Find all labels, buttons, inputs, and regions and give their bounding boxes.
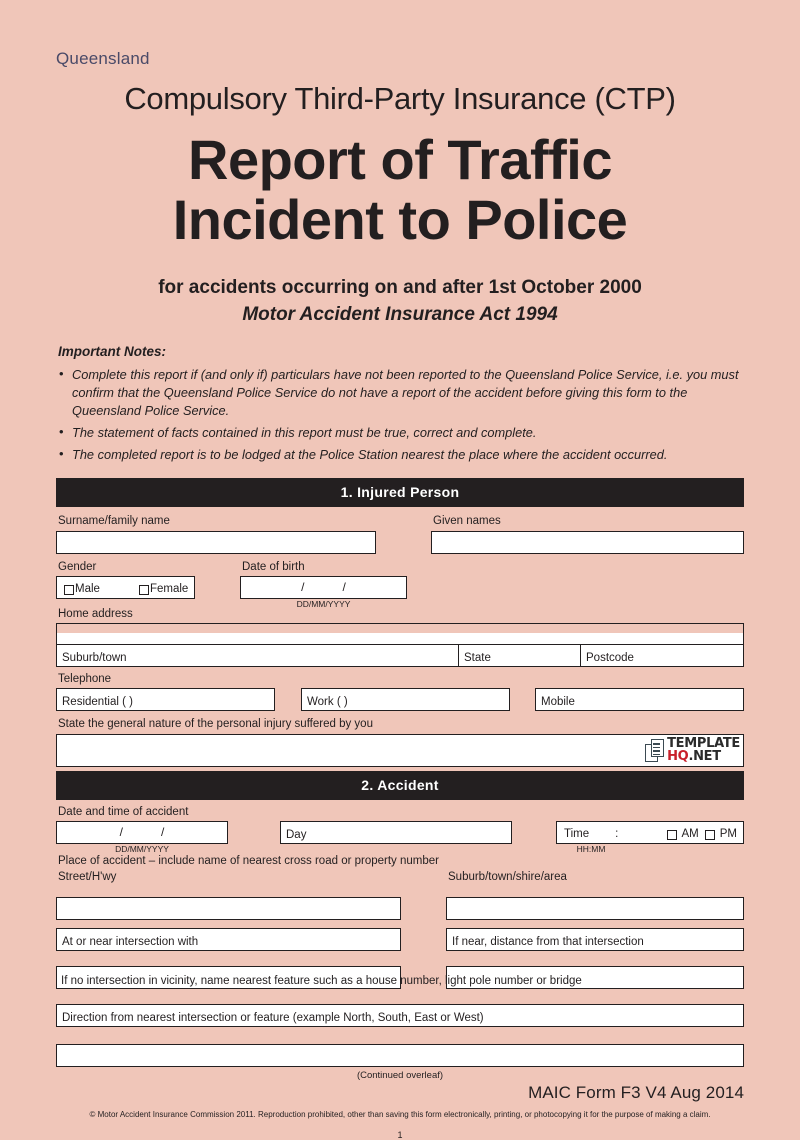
page-number: 1 xyxy=(397,1130,403,1140)
copyright-notice: © Motor Accident Insurance Commission 2011. Reproduction prohibited, other than saving this form electronically, printing, or photocopying it for the purpose of making a claim. xyxy=(89,1110,711,1120)
gender-option-female[interactable] xyxy=(139,584,188,596)
nearest-feature-label: If no intersection in vicinity, name nearest feature such as a house number, light pole number or bridge xyxy=(61,975,582,988)
note-item: • The completed report is to be lodged at the Police Station nearest the place where the accident occurred. xyxy=(58,446,744,464)
date-separators: // xyxy=(301,580,384,595)
intersection-label: At or near intersection with xyxy=(62,935,199,948)
page-title xyxy=(56,130,744,251)
mobile-phone-label: Mobile xyxy=(541,695,575,708)
gender-female-label: Female xyxy=(149,582,189,595)
postcode-label: Postcode xyxy=(586,652,634,665)
suburb-field[interactable] xyxy=(57,645,458,666)
state-label: State xyxy=(464,652,491,665)
accident-time-label: Time xyxy=(564,828,590,841)
state-label: Queensland xyxy=(56,49,150,68)
direction-label: Direction from nearest intersection or feature (example North, South, East or West) xyxy=(62,1011,484,1024)
scheme-title: Compulsory Third-Party Insurance (CTP) xyxy=(124,81,676,116)
dob-format-hint: DD/MM/YYYY xyxy=(296,599,351,610)
dob-field[interactable] xyxy=(240,576,407,599)
gender-label: Gender xyxy=(58,560,97,573)
checkbox-icon[interactable] xyxy=(64,585,74,595)
direction-field[interactable] xyxy=(56,1004,744,1027)
surname-field[interactable] xyxy=(56,531,376,554)
am-option[interactable] xyxy=(667,828,699,840)
surname-label: Surname/family name xyxy=(58,515,170,528)
section-header-accident: 2. Accident xyxy=(56,771,744,800)
watermark-hq: HQ xyxy=(667,748,689,764)
accident-day-field[interactable] xyxy=(280,821,512,844)
checkbox-icon[interactable] xyxy=(139,585,149,595)
residential-phone-field[interactable] xyxy=(56,688,275,711)
mobile-phone-field[interactable] xyxy=(535,688,744,711)
document-stack-icon xyxy=(645,739,664,762)
accident-day-label: Day xyxy=(286,828,307,841)
distance-label: If near, distance from that intersection xyxy=(452,935,644,948)
work-phone-label: Work ( ) xyxy=(307,695,348,708)
injury-nature-field[interactable] xyxy=(56,734,744,767)
important-notes-list xyxy=(58,366,744,465)
note-item: • Complete this report if (and only if) particulars have not been reported to the Queensland Police Service, i.e. you must confirm that the Queensland Police Service do not have a report of the accident before giving this form to the Queensland Police Service. xyxy=(58,366,744,420)
watermark-net: .NET xyxy=(688,748,721,764)
date-separators: // xyxy=(119,825,203,840)
accident-time-field[interactable] xyxy=(556,821,744,844)
work-phone-field[interactable] xyxy=(301,688,510,711)
home-address-group xyxy=(56,623,744,667)
telephone-label: Telephone xyxy=(58,673,112,686)
pm-option[interactable] xyxy=(705,828,737,840)
home-address-label: Home address xyxy=(58,607,133,620)
suburb-label: Suburb/town xyxy=(62,652,127,665)
accident-time-format-hint: HH:MM xyxy=(576,844,606,855)
accident-time-colon: : xyxy=(615,828,619,841)
templatehq-watermark xyxy=(645,738,740,764)
gender-group xyxy=(56,576,195,599)
gender-option-male[interactable] xyxy=(64,584,100,596)
given-names-field[interactable] xyxy=(431,531,744,554)
suburb-area-field[interactable] xyxy=(446,897,744,920)
dob-label: Date of birth xyxy=(242,560,305,573)
residential-phone-label: Residential ( ) xyxy=(62,695,133,708)
important-notes-heading: Important Notes: xyxy=(58,343,166,359)
watermark-line1: TEMPLATE xyxy=(667,736,740,752)
watermark-text xyxy=(667,738,740,763)
postcode-field[interactable] xyxy=(580,645,743,666)
page-title-line2: Incident to Police xyxy=(172,188,628,252)
state-field[interactable] xyxy=(458,645,580,666)
street-field[interactable] xyxy=(56,897,401,920)
suburb-area-label: Suburb/town/shire/area xyxy=(448,871,567,884)
section-header-injured-person: 1. Injured Person xyxy=(56,478,744,507)
distance-field[interactable] xyxy=(446,928,744,951)
watermark-line2 xyxy=(667,748,740,764)
street-label: Street/H'wy xyxy=(58,871,117,884)
am-label: AM xyxy=(681,828,699,841)
form-identifier: MAIC Form F3 V4 Aug 2014 xyxy=(528,1083,744,1103)
extra-detail-field[interactable] xyxy=(56,1044,744,1067)
accident-date-format-hint: DD/MM/YYYY xyxy=(115,844,169,855)
place-of-accident-label: Place of accident – include name of nearest cross road or property number xyxy=(58,854,439,867)
page-title-line1: Report of Traffic xyxy=(188,128,612,191)
gender-male-label: Male xyxy=(75,582,100,595)
pm-label: PM xyxy=(719,828,737,841)
given-names-label: Given names xyxy=(433,515,501,528)
date-time-label: Date and time of accident xyxy=(58,805,189,818)
injury-nature-label: State the general nature of the personal injury suffered by you xyxy=(58,718,373,731)
address-line-spacer xyxy=(57,624,743,633)
accident-date-field[interactable] xyxy=(56,821,228,844)
continued-overleaf-note: (Continued overleaf) xyxy=(356,1070,444,1082)
checkbox-icon[interactable] xyxy=(705,830,715,840)
note-item: • The statement of facts contained in this report must be true, correct and complete. xyxy=(58,424,744,442)
intersection-field[interactable] xyxy=(56,928,401,951)
checkbox-icon[interactable] xyxy=(667,830,677,840)
act-subtitle: Motor Accident Insurance Act 1994 xyxy=(242,303,558,325)
address-line-field[interactable] xyxy=(57,633,743,645)
address-detail-row xyxy=(57,645,743,666)
applicability-subtitle: for accidents occurring on and after 1st October 2000 xyxy=(158,276,642,298)
